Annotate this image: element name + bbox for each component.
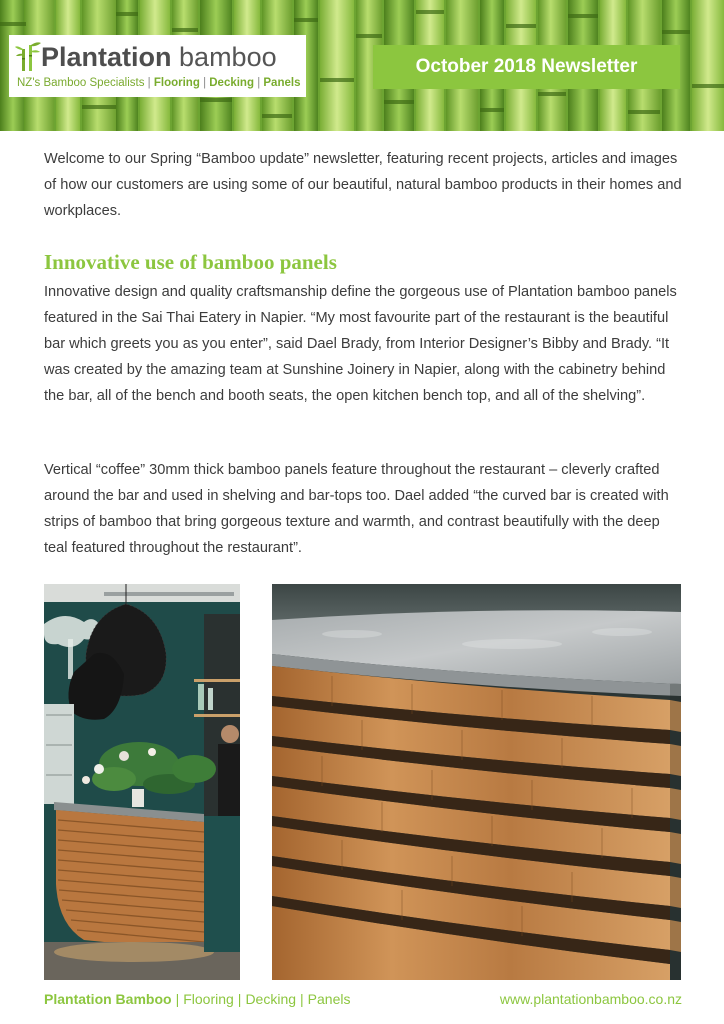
logo-brand-bold: Plantation <box>41 42 172 72</box>
intro-paragraph: Welcome to our Spring “Bamboo update” newsletter, featuring recent projects, articles and images of how our customers are using some of our beautiful, natural bamboo products in their homes and workplaces. <box>44 151 682 219</box>
restaurant-bar-illustration <box>44 584 240 980</box>
bamboo-bar-closeup-photo <box>272 584 681 980</box>
article-paragraph-2: Vertical “coffee” 30mm thick bamboo panels feature throughout the restaurant – cleverly crafted around the bar and used in shelving and bar-tops too. Dael added “the curved bar is created with strips of bamboo that bring gorgeous texture and warmth, and contrast beautifully with the deep teal featured throughout the restaurant”. <box>44 462 669 556</box>
brand-logo[interactable] <box>9 35 306 97</box>
header-banner <box>0 0 724 131</box>
footer-item: Decking <box>245 991 297 1007</box>
restaurant-bar-photo <box>44 584 240 980</box>
logo-tagline-item: Flooring <box>153 77 200 89</box>
logo-brand-light: bamboo <box>179 42 277 72</box>
logo-tagline: NZ's Bamboo Specialists | Flooring | Decking | Panels <box>17 77 301 89</box>
bamboo-bar-closeup-illustration <box>272 584 681 980</box>
footer-brand-line: Plantation Bamboo | Flooring | Decking | Panels <box>44 991 351 1007</box>
article-paragraph-1: Innovative design and quality craftsmanship define the gorgeous use of Plantation bamboo panels featured in the Sai Thai Eatery in Napier. “My most favourite part of the restaurant is the beautiful bar which greets you as you enter”, said Dael Brady, from Interior Designer’s Bibby and Brady. “It was created by the amazing team at Sunshine Joinery in Napier, along with the cabinetry behind the bar, all of the bench and booth seats, the open kitchen bench top, and all of the shelving”. <box>44 284 677 404</box>
footer-brand: Plantation Bamboo <box>44 991 172 1007</box>
footer-item: Panels <box>307 991 351 1007</box>
bamboo-leaf-icon <box>15 41 41 71</box>
logo-tagline-item: Panels <box>263 77 301 89</box>
footer <box>44 988 682 1010</box>
logo-tagline-lead: NZ's Bamboo Specialists <box>17 77 145 89</box>
footer-item: Flooring <box>183 991 234 1007</box>
footer-website-link[interactable]: www.plantationbamboo.co.nz <box>499 991 682 1007</box>
logo-wordmark <box>41 41 277 73</box>
article-title: Innovative use of bamboo panels <box>44 250 337 274</box>
newsletter-issue-title: October 2018 Newsletter <box>373 45 680 89</box>
logo-tagline-item: Decking <box>209 77 254 89</box>
